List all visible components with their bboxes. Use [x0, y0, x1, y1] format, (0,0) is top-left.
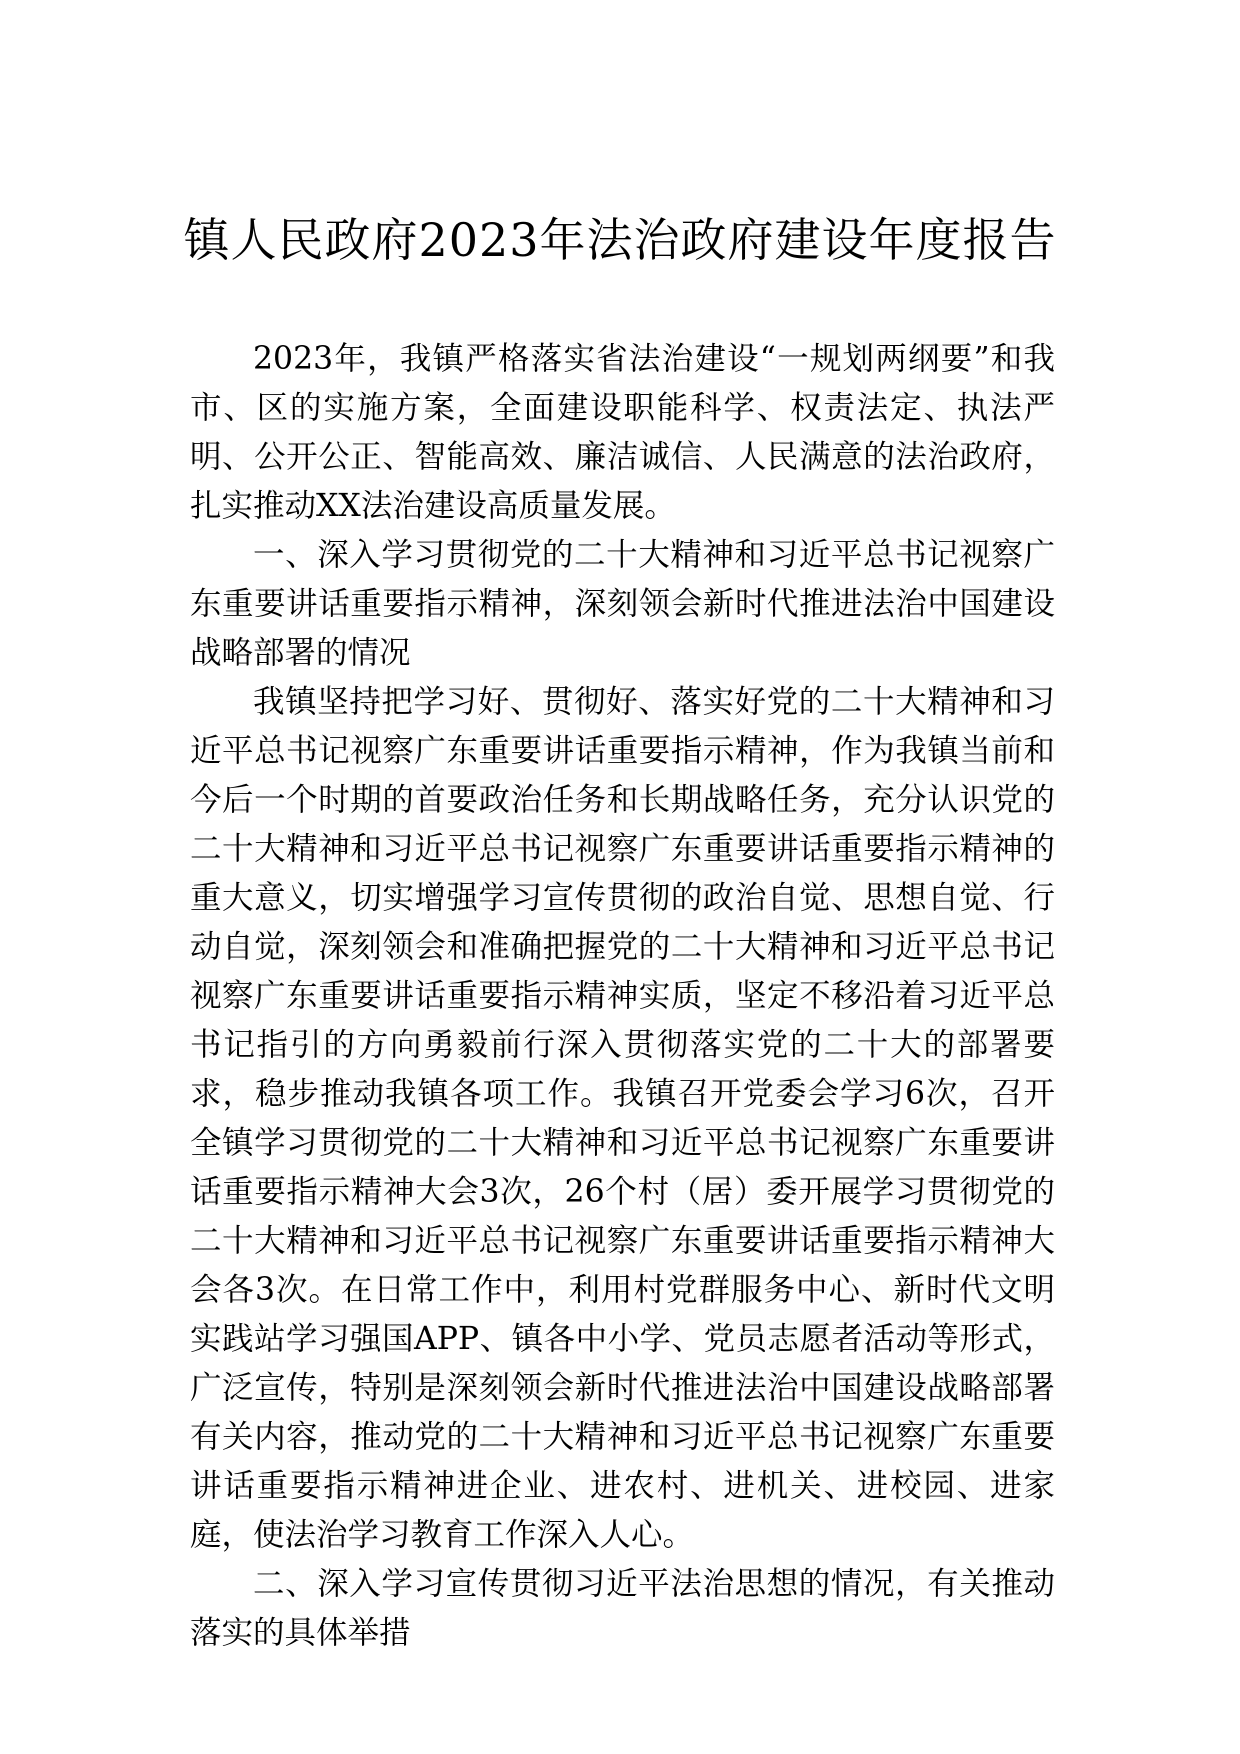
document-title: 镇人民政府2023年法治政府建设年度报告 [183, 213, 1057, 267]
section-heading-1: 一、深入学习贯彻党的二十大精神和习近平总书记视察广东重要讲话重要指示精神，深刻领会新时代推进法治中国建设战略部署的情况 [190, 537, 1055, 671]
section-1-paragraph: 我镇坚持把学习好、贯彻好、落实好党的二十大精神和习近平总书记视察广东重要讲话重要指示精神，作为我镇当前和今后一个时期的首要政治任务和长期战略任务，充分认识党的二十大精神和习近平总书记视察广东重要讲话重要指示精神的重大意义，切实增强学习宣传贯彻的政治自觉、思想自觉、行动自觉，深刻领会和准确把握党的二十大精神和习近平总书记视察广东重要讲话重要指示精神实质，坚定不移沿着习近平总书记指引的方向勇毅前行深入贯彻落实党的二十大的部署要求，稳步推动我镇各项工作。我镇召开党委会学习6次，召开全镇学习贯彻党的二十大精神和习近平总书记视察广东重要讲话重要指示精神大会3次，26个村（居）委开展学习贯彻党的二十大精神和习近平总书记视察广东重要讲话重要指示精神大会各3次。在日常工作中，利用村党群服务中心、新时代文明实践站学习强国APP、镇各中小学、党员志愿者活动等形式，广泛宣传，特别是深刻领会新时代推进法治中国建设战略部署有关内容，推动党的二十大精神和习近平总书记视察广东重要讲话重要指示精神进企业、进农村、进机关、进校园、进家庭，使法治学习教育工作深入人心。 [190, 684, 1055, 1553]
section-heading-2: 二、深入学习宣传贯彻习近平法治思想的情况，有关推动落实的具体举措 [190, 1566, 1055, 1651]
document-body [190, 335, 1055, 1658]
intro-paragraph: 2023年，我镇严格落实省法治建设“一规划两纲要”和我市、区的实施方案，全面建设职能科学、权责法定、执法严明、公开公正、智能高效、廉洁诚信、人民满意的法治政府，扎实推动XX法治建设高质量发展。 [190, 341, 1055, 524]
